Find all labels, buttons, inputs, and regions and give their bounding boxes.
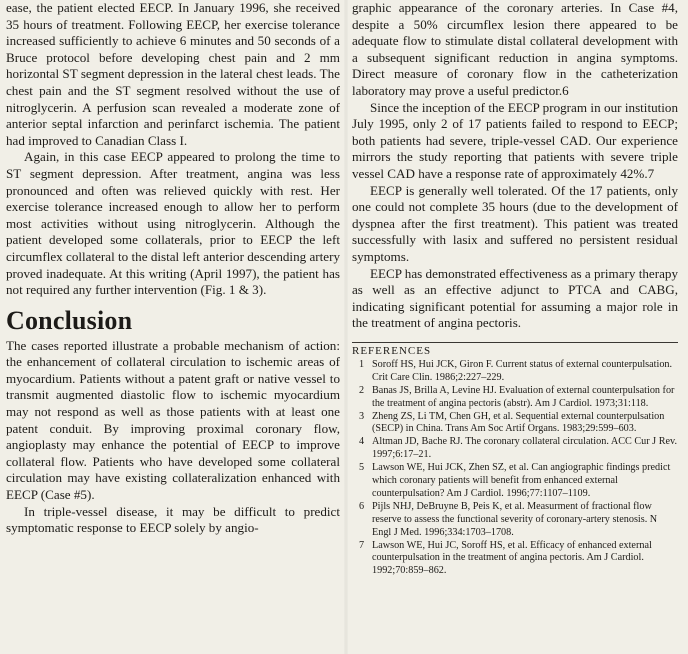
reference-item: 4 Altman JD, Bache RJ. The coronary collateral circulation. ACC Cur J Rev. 1997;6:17–21. [359,436,677,461]
reference-item: 1 Soroff HS, Hui JCK, Giron F. Current status of external counterpulsation. Crit Care Clin. 1986;2:227–229. [359,358,673,383]
reference-item: 5 Lawson WE, Hui JCK, Zhen SZ, et al. Can angiographic findings predict which coronary patients will benefit from enhanced external counterpulsation? Am J Cardiol. 1996;77:1107–1109. [359,462,671,499]
triple-vessel-paragraph: In triple-vessel disease, it may be difficult to predict symptomatic response to EECP solely by angio- [6,503,340,536]
references-divider [352,342,678,343]
effectiveness-paragraph: EECP has demonstrated effectiveness as a primary therapy as well as an effective adjunct to PTCA and CABG, indicating significant potential for assuming a major role in the treatment of angina pectoris. [352,265,678,331]
case-discussion-paragraph: Again, in this case EECP appeared to prolong the time to ST segment depression. After treatment, angina was less pronounced and often was relieved quickly with rest. Her exercise tolerance increased enough to allow her to perform most activities without using nitroglycerin. Although the patient developed some collaterals, prior to EECP the left circumflex collateral to the distal left anterior descending artery proved inadequate. At this writing (April 1997), the patient has not required any further intervention (Fig. 1 & 3). [6,149,340,298]
tolerance-paragraph: EECP is generally well tolerated. Of the 17 patients, only one could not complete 35 hours (due to the development of dyspnea after the first treatment). This patient was treated successfully with lasix and suffered no persistent residual symptoms. [352,182,678,264]
program-experience-paragraph: Since the inception of the EECP program in our institution July 1995, only 2 of 17 patients failed to respond to EECP; both patients had severe, triple-vessel CAD. Our experience mirrors the study reporting that patients with severe triple vessel CAD have a response rate of approximately 42%.7 [352,99,678,181]
references-list [352,359,678,578]
conclusion-paragraph: The cases reported illustrate a probable mechanism of action: the enhancement of collateral circulation to ischemic areas of myocardium. Patients without a patent graft or native vessel to transmit augmented diastolic flow to ischemic myocardium may not respond as well as those patients with at least one patent conduit. By improving proximal coronary flow, angioplasty may enhance the potential of EECP to improve collateral flow. Patients who have developed some collateral circulation may have existing collateralization enhanced with EECP (Case #5). [6,337,340,503]
gutter-shadow [344,0,348,654]
case-continuation-paragraph: ease, the patient elected EECP. In January 1996, she received 35 hours of treatment. Following EECP, her exercise tolerance increased sufficiently to achieve 6 minutes and 50 seconds of a Bruce protocol before developing chest pain and 2 mm horizontal ST segment depression in the lateral chest leads. The chest pain and the ST segment resolved without the use of nitroglycerin. A perfusion scan revealed a moderate zone of anterior septal infarction and perinfarct ischemia. The patient had improved to Canadian Class I. [6,0,340,148]
reference-item: 7 Lawson WE, Hui JC, Soroff HS, et al. Efficacy of enhanced external counterpulsation in the treatment of angina pectoris. Am J Cardiol. 1992;70:859–862. [359,539,652,577]
references-heading: REFERENCES [352,344,432,357]
reference-item: 2 Banas JS, Brilla A, Levine HJ. Evaluation of external counterpulsation for the treatment of angina pectoris (abstr). Am J Cardiol. 1973;31:118. [359,384,675,409]
left-text-column [6,0,340,537]
reference-item: 6 Pijls NHJ, DeBruyne B, Peis K, et al. Measurment of fractional flow reserve to assess the functional severity of coronary-artery stenosis. N Engl J Med. 1996;334:1703–1708. [359,500,658,538]
conclusion-heading: Conclusion [6,305,133,335]
reference-item: 3 Zheng ZS, Li TM, Chen GH, et al. Sequential external counterpulsation (SECP) in China. Trans Am Soc Artif Organs. 1983;29:599–603. [359,410,665,435]
angiographic-paragraph: graphic appearance of the coronary arteries. In Case #4, despite a 50% circumflex lesion there appeared to be adequate flow to stimulate distal collateral development with a subsequent significant reduction in angina symptoms. Direct measure of coronary flow in the catheterization laboratory may prove a useful predictor.6 [352,0,678,98]
right-text-column [352,0,678,578]
